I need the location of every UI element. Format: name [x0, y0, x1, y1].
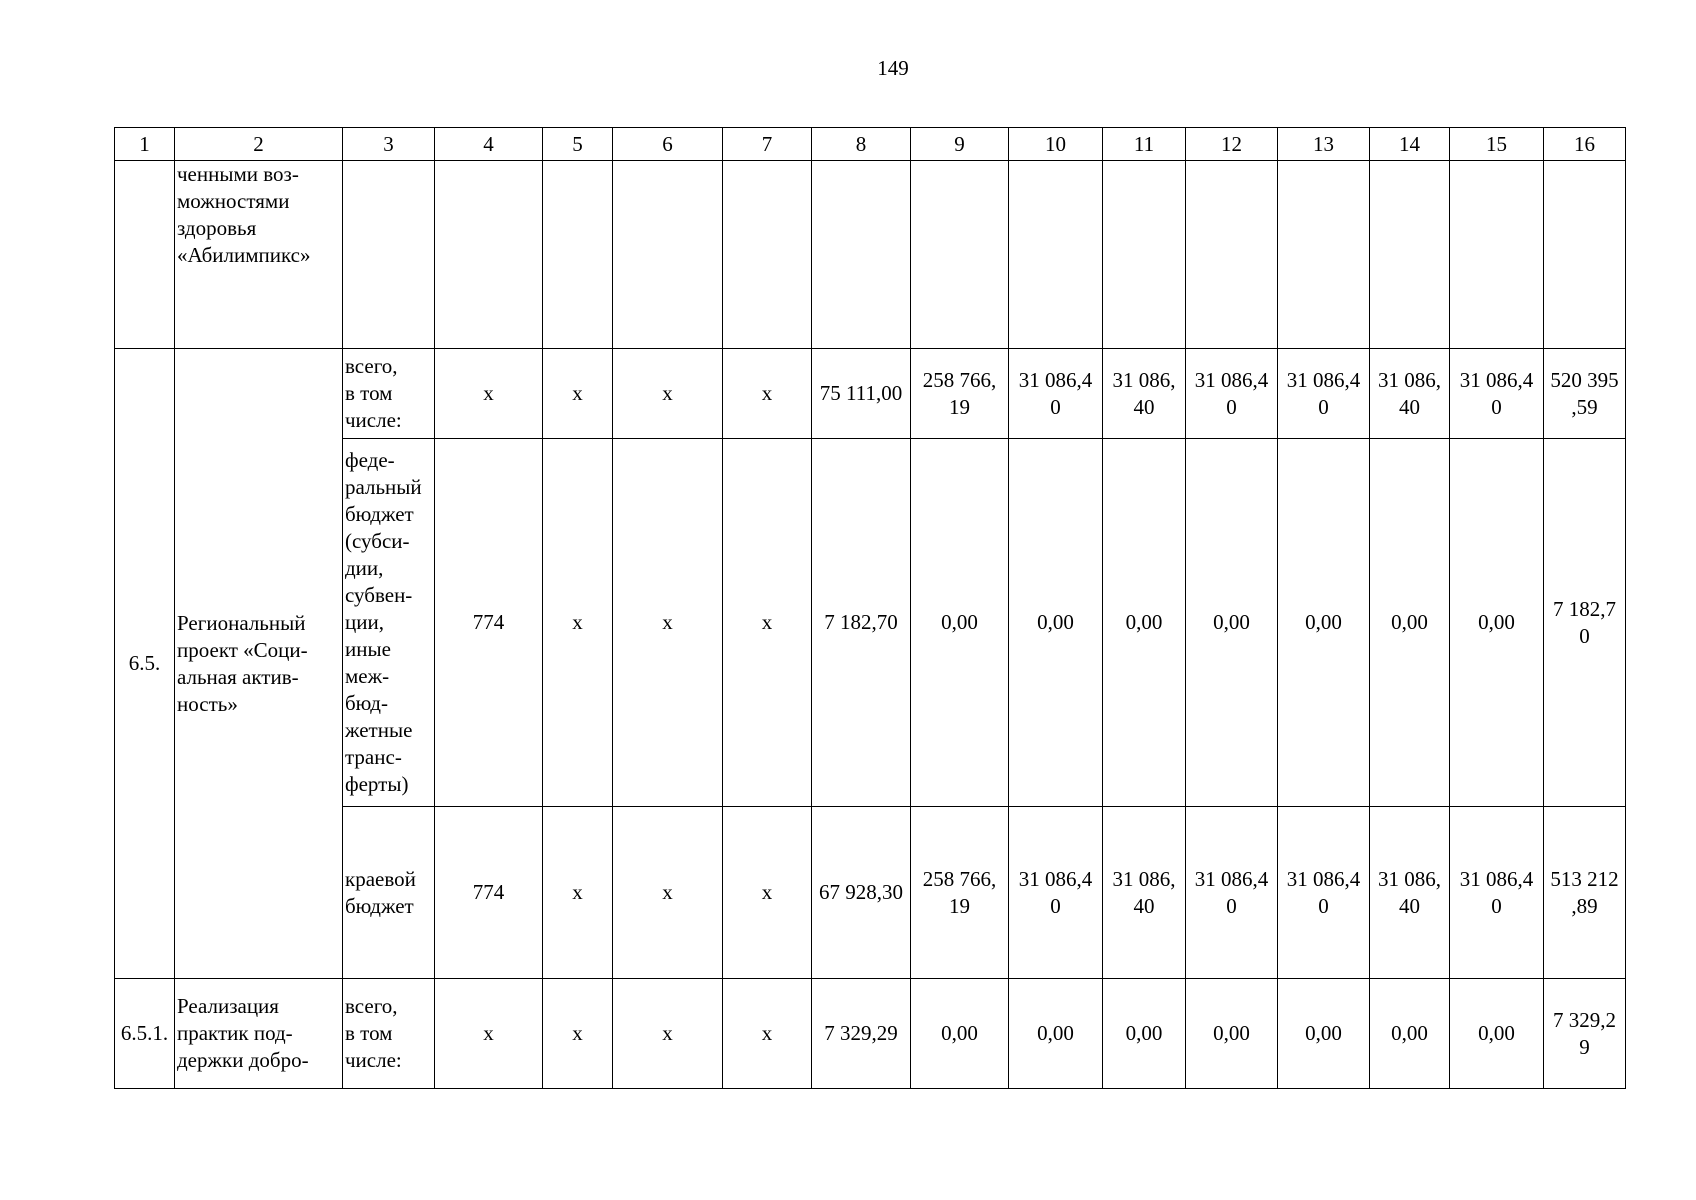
empty-cell [1103, 161, 1186, 349]
value-cell: 31 086,4 0 [1450, 807, 1544, 979]
empty-cell [1450, 161, 1544, 349]
empty-cell [543, 161, 613, 349]
table-row [115, 979, 1626, 1089]
empty-cell [1278, 161, 1370, 349]
column-number: 3 [343, 128, 435, 161]
value-cell: 0,00 [1450, 979, 1544, 1089]
empty-cell [812, 161, 911, 349]
value-cell: 513 212 ,89 [1544, 807, 1626, 979]
row-number-cell: 6.5. [115, 349, 175, 979]
column-number: 11 [1103, 128, 1186, 161]
value-cell: 774 [435, 439, 543, 807]
empty-cell [435, 161, 543, 349]
value-cell: 0,00 [911, 979, 1009, 1089]
value-cell: 31 086, 40 [1103, 349, 1186, 439]
value-cell: 31 086, 40 [1370, 807, 1450, 979]
value-cell: 0,00 [1450, 439, 1544, 807]
value-cell: 520 395 ,59 [1544, 349, 1626, 439]
value-cell: 0,00 [1103, 439, 1186, 807]
value-cell: 0,00 [1278, 979, 1370, 1089]
value-cell: x [543, 439, 613, 807]
column-number: 7 [723, 128, 812, 161]
empty-cell [613, 161, 723, 349]
value-cell: 258 766, 19 [911, 807, 1009, 979]
empty-cell [723, 161, 812, 349]
value-cell: x [723, 979, 812, 1089]
row-number-cell [115, 161, 175, 349]
funding-source-cell: всего, в том числе: [343, 349, 435, 439]
value-cell: 31 086,4 0 [1186, 807, 1278, 979]
column-number: 9 [911, 128, 1009, 161]
value-cell: 7 329,2 9 [1544, 979, 1626, 1089]
value-cell: 31 086,4 0 [1009, 349, 1103, 439]
value-cell: 31 086,4 0 [1450, 349, 1544, 439]
page-number: 149 [877, 56, 909, 80]
event-name-cell: Региональный проект «Соци- альная актив- ность» [175, 349, 343, 979]
value-cell: x [723, 439, 812, 807]
value-cell: 31 086,4 0 [1009, 807, 1103, 979]
column-number: 13 [1278, 128, 1370, 161]
value-cell: 0,00 [1186, 979, 1278, 1089]
value-cell: 31 086,4 0 [1278, 807, 1370, 979]
value-cell: x [613, 979, 723, 1089]
value-cell: 0,00 [1278, 439, 1370, 807]
column-number: 15 [1450, 128, 1544, 161]
row-number-cell: 6.5.1. [115, 979, 175, 1089]
column-number: 2 [175, 128, 343, 161]
empty-cell [343, 161, 435, 349]
column-number: 16 [1544, 128, 1626, 161]
value-cell: 31 086, 40 [1103, 807, 1186, 979]
funding-source-cell: краевой бюджет [343, 807, 435, 979]
value-cell: x [543, 349, 613, 439]
value-cell: x [435, 979, 543, 1089]
empty-cell [1370, 161, 1450, 349]
table-row [115, 161, 1626, 349]
value-cell: 0,00 [1370, 439, 1450, 807]
value-cell: x [613, 439, 723, 807]
column-number: 1 [115, 128, 175, 161]
value-cell: x [723, 807, 812, 979]
value-cell: 7 182,7 0 [1544, 439, 1626, 807]
column-number: 4 [435, 128, 543, 161]
value-cell: x [543, 807, 613, 979]
empty-cell [1009, 161, 1103, 349]
table-row [115, 349, 1626, 439]
empty-cell [911, 161, 1009, 349]
value-cell: 75 111,00 [812, 349, 911, 439]
column-number: 12 [1186, 128, 1278, 161]
empty-cell [1186, 161, 1278, 349]
value-cell: 0,00 [1009, 439, 1103, 807]
value-cell: 258 766, 19 [911, 349, 1009, 439]
column-number: 8 [812, 128, 911, 161]
empty-cell [1544, 161, 1626, 349]
value-cell: 31 086, 40 [1370, 349, 1450, 439]
value-cell: 31 086,4 0 [1186, 349, 1278, 439]
value-cell: 774 [435, 807, 543, 979]
value-cell: x [723, 349, 812, 439]
value-cell: 67 928,30 [812, 807, 911, 979]
value-cell: 7 329,29 [812, 979, 911, 1089]
value-cell: x [613, 807, 723, 979]
value-cell: x [543, 979, 613, 1089]
value-cell: x [613, 349, 723, 439]
budget-table [114, 127, 1626, 1089]
funding-source-cell: феде- ральный бюджет (субси- дии, субвен- ции, иные меж- бюд- жетные транс- ферты) [343, 439, 435, 807]
event-name-cell: Реализация практик под- держки добро- [175, 979, 343, 1089]
event-name-cell: ченными воз- можностями здоровья «Абилимпикс» [175, 161, 343, 349]
column-number: 6 [613, 128, 723, 161]
value-cell: 0,00 [911, 439, 1009, 807]
value-cell: 0,00 [1103, 979, 1186, 1089]
column-number: 10 [1009, 128, 1103, 161]
value-cell: x [435, 349, 543, 439]
value-cell: 31 086,4 0 [1278, 349, 1370, 439]
value-cell: 7 182,70 [812, 439, 911, 807]
value-cell: 0,00 [1186, 439, 1278, 807]
value-cell: 0,00 [1370, 979, 1450, 1089]
column-number: 14 [1370, 128, 1450, 161]
funding-source-cell: всего, в том числе: [343, 979, 435, 1089]
column-number: 5 [543, 128, 613, 161]
column-number-row [115, 128, 1626, 161]
value-cell: 0,00 [1009, 979, 1103, 1089]
